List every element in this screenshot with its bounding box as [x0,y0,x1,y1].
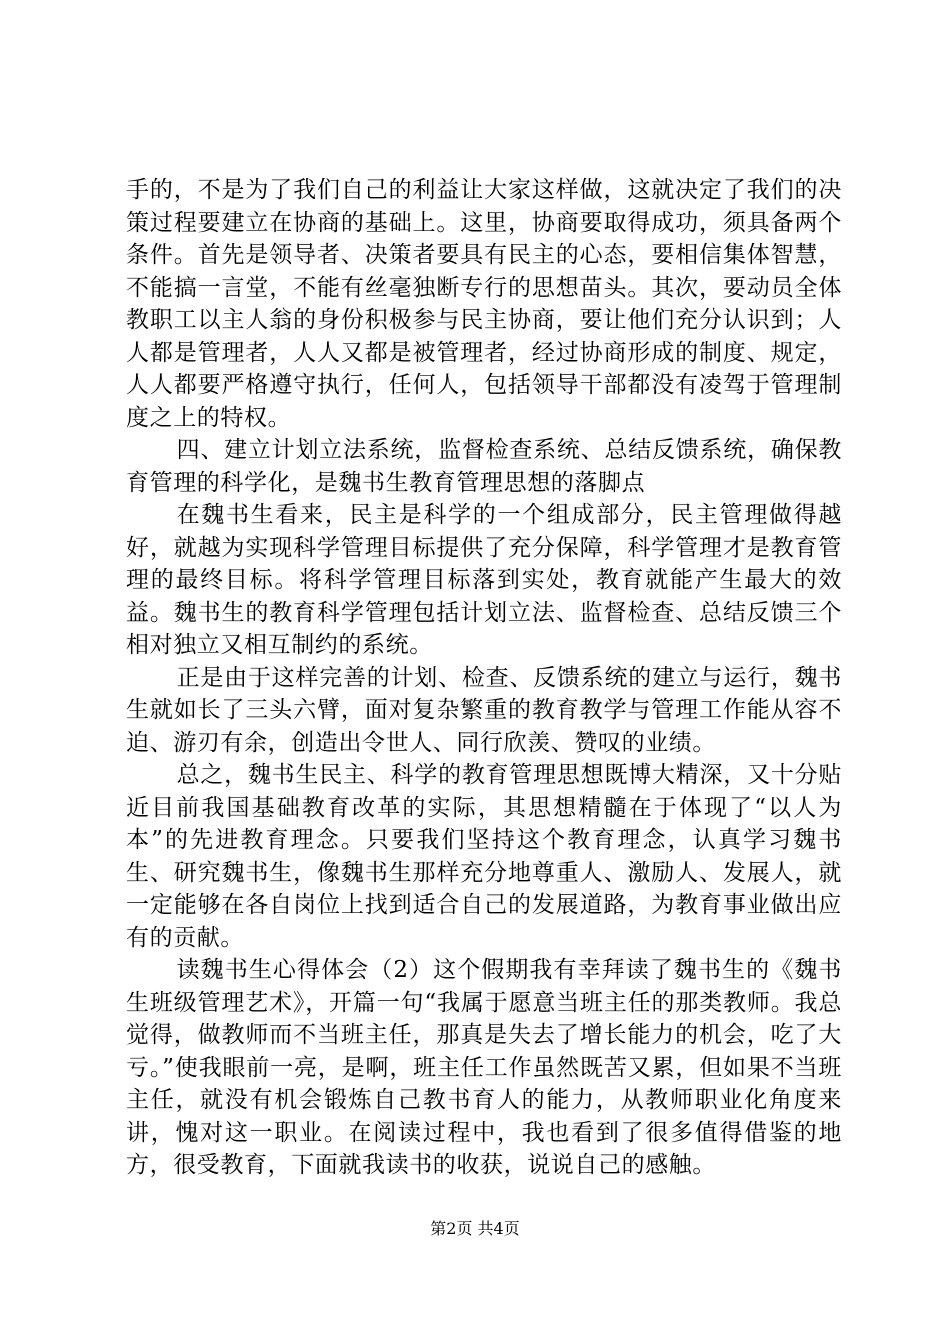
page-footer: 第2页 共4页 [430,1219,520,1238]
document-body [126,174,842,1182]
paragraph-6: 读魏书生心得体会（2）这个假期我有幸拜读了魏书生的《魏书生班级管理艺术》，开篇一句“我属于愿意当班主任的那类教师。我总觉得，做教师而不当班主任，那真是失去了增长能力的机会，吃了大亏。”使我眼前一亮，是啊，班主任工作虽然既苦又累，但如果不当班主任，就没有机会锻炼自己教书育人的能力，从教师职业化角度来讲，愧对这一职业。在阅读过程中，我也看到了很多值得借鉴的地方，很受教育，下面就我读书的收获，说说自己的感触。 [126,957,842,1178]
paragraph-3: 在魏书生看来，民主是科学的一个组成部分，民主管理做得越好，就越为实现科学管理目标提供了充分保障，科学管理才是教育管理的最终目标。将科学管理目标落到实处，教育就能产生最大的效益。魏书生的教育科学管理包括计划立法、监督检查、总结反馈三个相对独立又相互制约的系统。 [126,502,842,658]
paragraph-5: 总之，魏书生民主、科学的教育管理思想既博大精深，又十分贴近目前我国基础教育改革的实际，其思想精髓在于体现了“以人为本”的先进教育理念。只要我们坚持这个教育理念，认真学习魏书生、研究魏书生，像魏书生那样充分地尊重人、激励人、发展人，就一定能够在各自岗位上找到适合自己的发展道路，为教育事业做出应有的贡献。 [126,762,842,951]
paragraph-1: 手的，不是为了我们自己的利益让大家这样做，这就决定了我们的决策过程要建立在协商的基础上。这里，协商要取得成功，须具备两个条件。首先是领导者、决策者要具有民主的心态，要相信集体智慧，不能搞一言堂，不能有丝毫独断专行的思想苗头。其次，要动员全体教职工以主人翁的身份积极参与民主协商，要让他们充分认识到；人人都是管理者，人人又都是被管理者，经过协商形成的制度、规定，人人都要严格遵守执行，任何人，包括领导干部都没有凌驾于管理制度之上的特权。 [126,177,842,431]
paragraph-2-heading: 四、建立计划立法系统，监督检查系统、总结反馈系统，确保教育管理的科学化，是魏书生教育管理思想的落脚点 [126,437,842,496]
paragraph-4: 正是由于这样完善的计划、检查、反馈系统的建立与运行，魏书生就如长了三头六臂，面对复杂繁重的教育教学与管理工作能从容不迫、游刃有余，创造出令世人、同行欣羡、赞叹的业绩。 [126,664,842,756]
